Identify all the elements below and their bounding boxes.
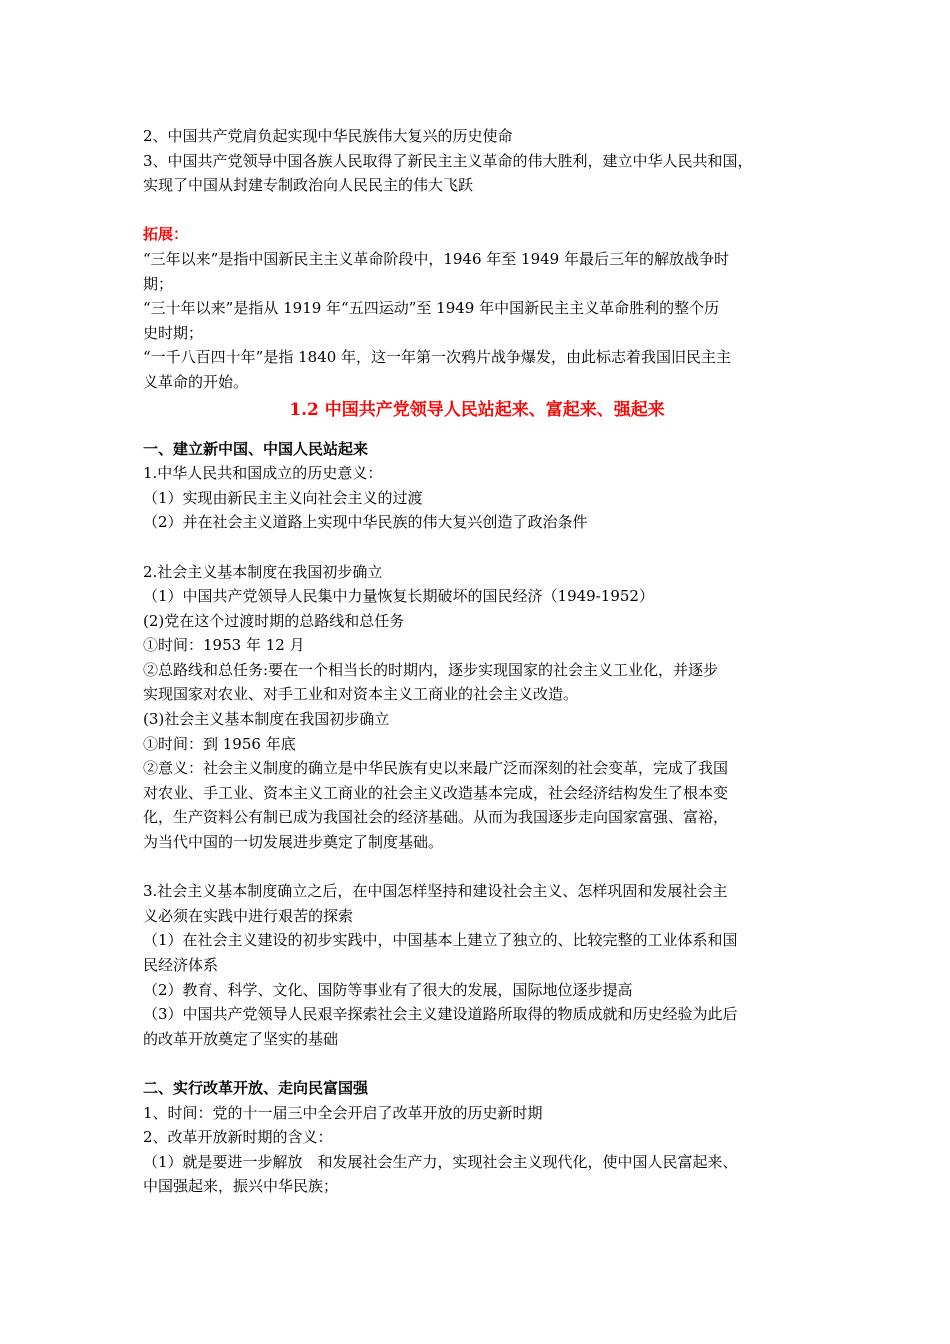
blank-line xyxy=(143,1051,811,1076)
intro-line-3: 实现了中国从封建专制政治向人民民主的伟大飞跃 xyxy=(143,176,474,195)
part1-p1: 1.中华人民共和国成立的历史意义： xyxy=(143,464,383,483)
part2-p2: 2、改革开放新时期的含义： xyxy=(143,1128,333,1147)
extension-line-5: “一千八百四十年”是指 1840 年，这一年第一次鸦片战争爆发，由此标志着我国旧民主主 xyxy=(143,348,732,367)
part2-p2-a-line-2: 中国强起来，振兴中华民族； xyxy=(143,1177,339,1196)
extension-line-3: “三十年以来”是指从 1919 年“五四运动”至 1949 年中国新民主主义革命胜利的整个历 xyxy=(143,299,720,318)
part2-p2-a-line-1: （1）就是要进一步解放 和发展社会生产力，实现社会主义现代化，使中国人民富起来、 xyxy=(143,1152,738,1171)
intro-line-2: 3、中国共产党领导中国各族人民取得了新民主主义革命的伟大胜利，建立中华人民共和国， xyxy=(143,151,753,170)
part1-p2-c2-line-1: ②意义：社会主义制度的确立是中华民族有史以来最广泛而深刻的社会变革，完成了我国 xyxy=(143,759,729,778)
section-title: 1.2 中国共产党领导人民站起来、富起来、强起来 xyxy=(289,399,665,420)
part1-heading: 一、建立新中国、中国人民站起来 xyxy=(143,439,369,458)
part1-p2-b2-line-2: 实现国家对农业、对手工业和对资本主义工商业的社会主义改造。 xyxy=(143,685,579,704)
part1-p2: 2.社会主义基本制度在我国初步确立 xyxy=(143,562,383,581)
part1-p2-c1: ①时间：到 1956 年底 xyxy=(143,734,296,753)
part1-p1-b: （2）并在社会主义道路上实现中华民族的伟大复兴创造了政治条件 xyxy=(143,513,588,532)
blank-line xyxy=(143,425,811,437)
part1-p2-b2-line-1: ②总路线和总任务:要在一个相当长的时期内，逐步实现国家的社会主义工业化，并逐步 xyxy=(143,660,719,679)
part1-p3-a-line-1: （1）在社会主义建设的初步实践中，中国基本上建立了独立的、比较完整的工业体系和国 xyxy=(143,931,738,950)
part2-heading: 二、实行改革开放、走向民富国强 xyxy=(143,1078,369,1097)
part1-p2-c2-line-4: 为当代中国的一切发展进步奠定了制度基础。 xyxy=(143,833,444,852)
part2-p1: 1、时间：党的十一届三中全会开启了改革开放的历史新时期 xyxy=(143,1103,543,1122)
part1-p2-a: （1）中国共产党领导人民集中力量恢复长期破坏的国民经济（1949-1952） xyxy=(143,587,654,606)
extension-label: 拓展： xyxy=(143,225,189,244)
extension-line-4: 史时期； xyxy=(143,323,204,342)
part1-p2-c2-line-2: 对农业、手工业、资本主义工商业的社会主义改造基本完成，社会经济结构发生了根本变 xyxy=(143,783,729,802)
part1-p2-c2-line-3: 化，生产资料公有制已成为我国社会的经济基础。从而为我国逐步走向国家富强、富裕， xyxy=(143,808,729,827)
part1-p3-c-line-1: （3）中国共产党领导人民艰辛探索社会主义建设道路所取得的物质成就和历史经验为此后 xyxy=(143,1005,738,1024)
part1-p3-b: （2）教育、科学、文化、国防等事业有了很大的发展，国际地位逐步提高 xyxy=(143,980,633,999)
part1-p3-line-2: 义必须在实践中进行艰苦的探索 xyxy=(143,906,354,925)
blank-line xyxy=(143,855,811,880)
part1-p2-c: (3)社会主义基本制度在我国初步确立 xyxy=(143,710,390,729)
part1-p3-line-1: 3.社会主义基本制度确立之后，在中国怎样坚持和建设社会主义、怎样巩固和发展社会主 xyxy=(143,882,728,901)
part1-p2-b1: ①时间：1953 年 12 月 xyxy=(143,636,305,655)
extension-line-2: 期； xyxy=(143,274,174,293)
extension-line-1: “三年以来”是指中国新民主主义革命阶段中，1946 年至 1949 年最后三年的解放战争时 xyxy=(143,249,729,268)
part1-p3-c-line-2: 的改革开放奠定了坚实的基础 xyxy=(143,1029,339,1048)
blank-line xyxy=(143,535,811,560)
document-page xyxy=(143,124,811,1199)
part1-p3-a-line-2: 民经济体系 xyxy=(143,956,219,974)
intro-line-1: 2、中国共产党肩负起实现中华民族伟大复兴的历史使命 xyxy=(143,127,513,145)
part1-p1-a: （1）实现由新民主主义向社会主义的过渡 xyxy=(143,488,423,507)
part1-p2-b: (2)党在这个过渡时期的总路线和总任务 xyxy=(143,611,405,630)
extension-line-6: 义革命的开始。 xyxy=(143,372,249,391)
blank-line xyxy=(143,198,811,223)
